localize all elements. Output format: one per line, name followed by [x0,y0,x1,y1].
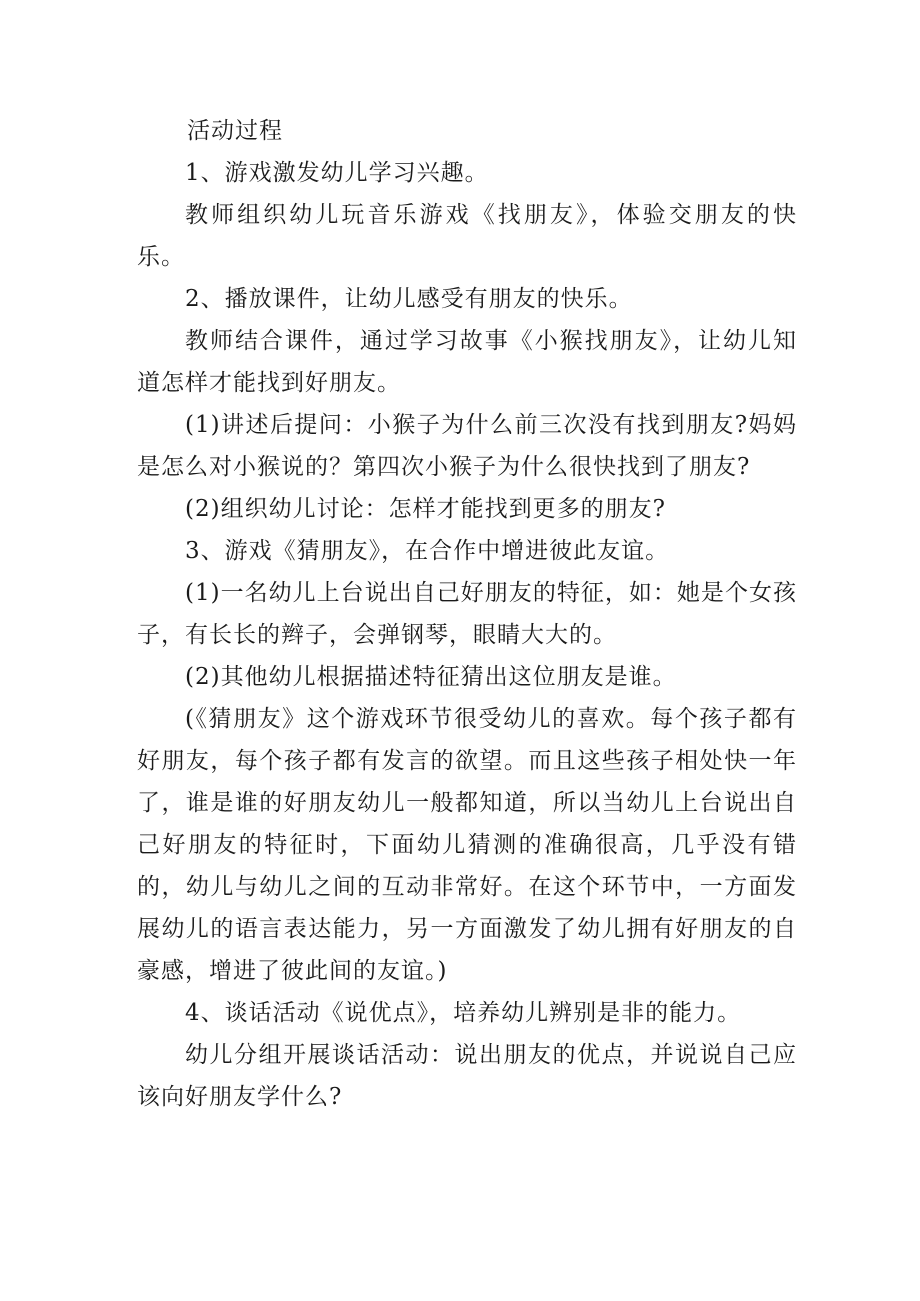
paragraph: (《猜朋友》这个游戏环节很受幼儿的喜欢。每个孩子都有好朋友，每个孩子都有发言的欲望。而且这些孩子相处快一年了，谁是谁的好朋友幼儿一般都知道，所以当幼儿上台说出自己好朋友的特征时，下面幼儿猜测的准确很高，几乎没有错的，幼儿与幼儿之间的互动非常好。在这个环节中，一方面发展幼儿的语言表达能力，另一方面激发了幼儿拥有好朋友的自豪感，增进了彼此间的友谊。) [137,706,797,984]
paragraph: (2)组织幼儿讨论：怎样才能找到更多的朋友? [185,496,666,522]
paragraph: 幼儿分组开展谈话活动：说出朋友的优点，并说说自己应该向好朋友学什么? [137,1042,797,1110]
paragraph: (1)讲述后提问：小猴子为什么前三次没有找到朋友?妈妈是怎么对小猴说的？第四次小猴子为什么很快找到了朋友? [137,412,797,480]
step-1-title: 1、游戏激发幼儿学习兴趣。 [185,160,489,186]
step-3-title: 3、游戏《猜朋友》，在合作中增进彼此友谊。 [185,538,670,564]
step-4-title: 4、谈话活动《说优点》，培养幼儿辨别是非的能力。 [185,1000,742,1026]
section-heading: 活动过程 [187,118,283,144]
paragraph: 教师组织幼儿玩音乐游戏《找朋友》，体验交朋友的快乐。 [137,202,797,270]
paragraph: (2)其他幼儿根据描述特征猜出这位朋友是谁。 [185,664,677,690]
paragraph: (1)一名幼儿上台说出自己好朋友的特征，如：她是个女孩子，有长长的辫子，会弹钢琴，眼睛大大的。 [137,580,797,648]
document-body [137,110,797,1118]
paragraph: 教师结合课件，通过学习故事《小猴找朋友》，让幼儿知道怎样才能找到好朋友。 [137,328,797,396]
step-2-title: 2、播放课件，让幼儿感受有朋友的快乐。 [185,286,633,312]
